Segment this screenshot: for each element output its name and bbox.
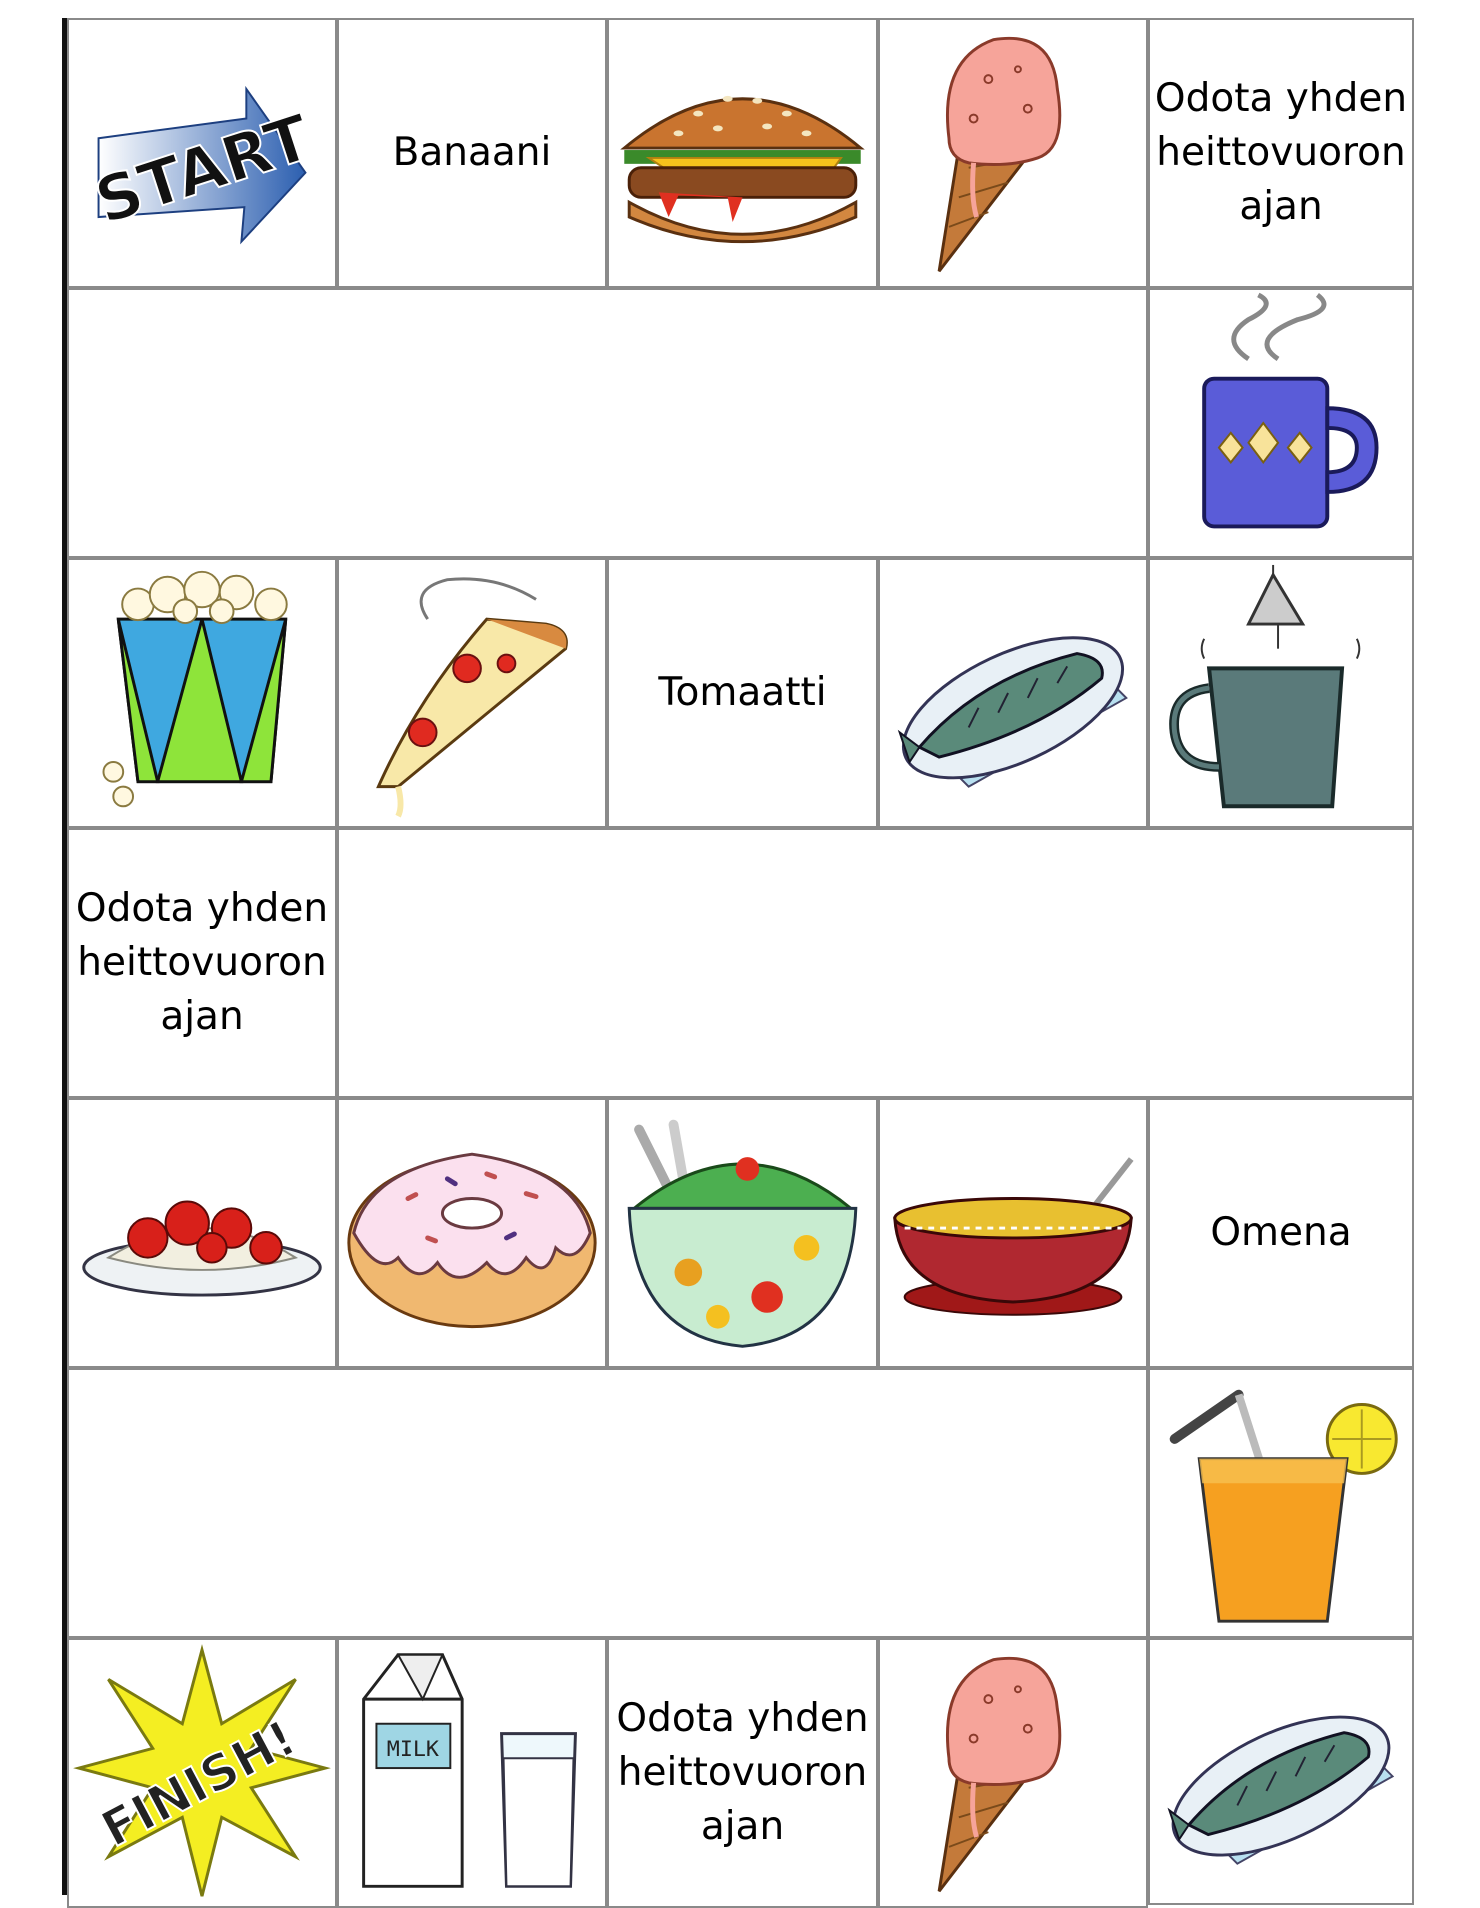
board-cell[interactable] bbox=[607, 558, 878, 828]
board-cell[interactable] bbox=[1148, 18, 1414, 288]
popcorn-icon bbox=[69, 560, 335, 826]
board-cell[interactable] bbox=[1148, 1638, 1414, 1905]
board-cell[interactable] bbox=[67, 828, 337, 1098]
board-cell[interactable] bbox=[878, 18, 1148, 288]
board-cell[interactable] bbox=[337, 18, 607, 288]
board-cell[interactable] bbox=[1148, 1368, 1414, 1638]
hot-mug-icon bbox=[1150, 290, 1412, 556]
board-cell[interactable] bbox=[67, 1098, 337, 1368]
pizza-slice-icon bbox=[339, 560, 605, 826]
board-blank-area bbox=[337, 828, 1414, 1098]
finish-text: FINISH! bbox=[91, 1708, 306, 1859]
fish-plate-icon bbox=[880, 560, 1146, 826]
board-cell[interactable] bbox=[878, 558, 1148, 828]
board-cell-finish[interactable] bbox=[67, 1638, 337, 1908]
finish-burst-icon bbox=[69, 1640, 335, 1906]
start-text: START bbox=[86, 99, 320, 239]
board-cell[interactable] bbox=[1148, 558, 1414, 828]
milk-label: MILK bbox=[386, 1737, 439, 1763]
board-cell[interactable] bbox=[1148, 1098, 1414, 1368]
board-blank-area bbox=[67, 288, 1148, 558]
donut-icon bbox=[339, 1100, 605, 1366]
board-cell[interactable] bbox=[337, 1638, 607, 1908]
cell-label: Omena bbox=[1210, 1210, 1352, 1255]
cell-label: Banaani bbox=[392, 130, 552, 175]
board-cell[interactable] bbox=[607, 18, 878, 288]
salad-bowl-icon bbox=[609, 1100, 876, 1366]
milk-carton-glass-icon bbox=[339, 1640, 605, 1906]
board-cell[interactable] bbox=[878, 1638, 1148, 1908]
board-blank-area bbox=[67, 1368, 1148, 1638]
cell-label: Odota yhden heittovuoron ajan bbox=[616, 1696, 869, 1849]
tea-cup-icon bbox=[1150, 560, 1412, 826]
hamburger-icon bbox=[609, 20, 876, 286]
soup-bowl-icon bbox=[880, 1100, 1146, 1366]
board-cell[interactable] bbox=[878, 1098, 1148, 1368]
board-cell[interactable] bbox=[607, 1098, 878, 1368]
cell-label: Odota yhden heittovuoron ajan bbox=[1154, 76, 1408, 229]
board-cell[interactable] bbox=[337, 558, 607, 828]
fish-plate-icon bbox=[1150, 1640, 1412, 1903]
cell-label: Odota yhden heittovuoron ajan bbox=[75, 886, 329, 1039]
board-cell[interactable] bbox=[67, 558, 337, 828]
spaghetti-icon bbox=[69, 1100, 335, 1366]
start-arrow-icon bbox=[69, 20, 335, 286]
board-cell[interactable] bbox=[337, 1098, 607, 1368]
board-cell[interactable] bbox=[1148, 288, 1414, 558]
board-cell[interactable] bbox=[607, 1638, 878, 1908]
board-cell-start[interactable] bbox=[67, 18, 337, 288]
cell-label: Tomaatti bbox=[658, 670, 827, 715]
ice-cream-cone-icon bbox=[880, 1640, 1146, 1906]
orange-juice-icon bbox=[1150, 1370, 1412, 1636]
ice-cream-cone-icon bbox=[880, 20, 1146, 286]
